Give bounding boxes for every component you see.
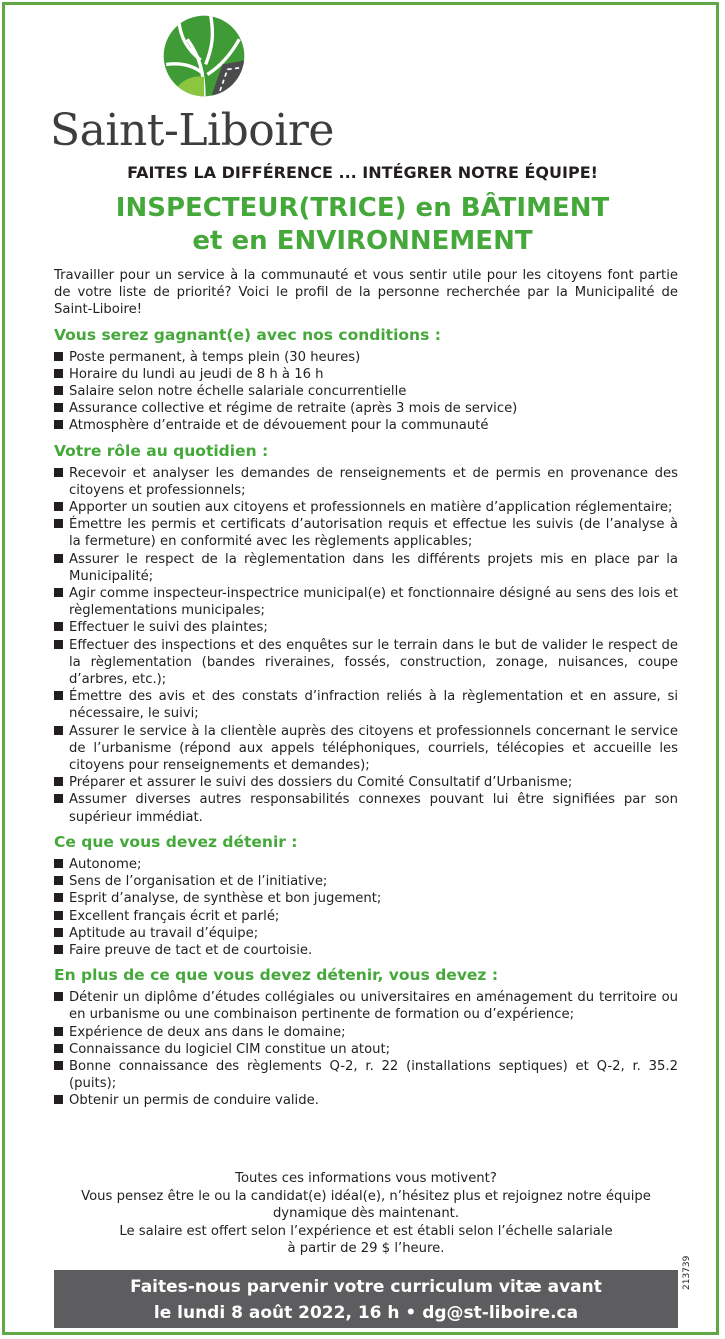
square-bullet-icon [54, 777, 63, 786]
job-title [0, 192, 725, 258]
list-item: Faire preuve de tact et de courtoisie. [54, 942, 678, 959]
square-bullet-icon [54, 945, 63, 954]
square-bullet-icon [54, 640, 63, 649]
square-bullet-icon [54, 691, 63, 700]
intro-paragraph: Travailler pour un service à la communauté et vous sentir utile pour les citoyens font partie de votre liste de priorité? Voici le profil de la personne recherchée par la Municipalité de Saint-Liboire! [54, 268, 678, 318]
list-item: Effectuer le suivi des plaintes; [54, 619, 678, 636]
list-item: Agir comme inspecteur-inspectrice municipal(e) et fonctionnaire désigné au sens des lois et règlementations municipales; [54, 585, 678, 619]
job-title-line-2: et en ENVIRONNEMENT [192, 226, 533, 256]
square-bullet-icon [54, 876, 63, 885]
list-item: Bonne connaissance des règlements Q-2, r. 22 (installations septiques) et Q-2, r. 35.2 (puits); [54, 1058, 678, 1092]
list-item: Horaire du lundi au jeudi de 8 h à 16 h [54, 366, 678, 383]
list-item: Salaire selon notre échelle salariale concurrentielle [54, 383, 678, 400]
closing-line: Le salaire est offert selon l’expérience et est établi selon l’échelle salariale [119, 1223, 613, 1239]
square-bullet-icon [54, 992, 63, 1001]
list-item: Assurer le service à la clientèle auprès des citoyens et professionnels concernant le service de l’urbanisme (répond aux appels téléphoniques, courriels, télécopies et accueille les citoyens pour renseignements et demandes); [54, 723, 678, 775]
application-banner [54, 1270, 678, 1328]
brand-wordmark: Saint-Liboire [50, 105, 334, 156]
square-bullet-icon [54, 554, 63, 563]
square-bullet-icon [54, 794, 63, 803]
list-item: Émettre les permis et certificats d’autorisation requis et effectue les suivis (de l’analyse à la fermeture) en conformité avec les règlements applicables; [54, 516, 678, 550]
plus-list [54, 989, 678, 1109]
square-bullet-icon [54, 911, 63, 920]
role-list [54, 465, 678, 826]
square-bullet-icon [54, 403, 63, 412]
conditions-list [54, 349, 678, 435]
job-title-line-1: INSPECTEUR(TRICE) en BÂTIMENT [115, 193, 610, 223]
requirements-heading: Ce que vous devez détenir : [54, 832, 298, 851]
square-bullet-icon [54, 1044, 63, 1053]
square-bullet-icon [54, 726, 63, 735]
closing-message [54, 1170, 678, 1258]
list-item: Aptitude au travail d’équipe; [54, 925, 678, 942]
list-item: Excellent français écrit et parlé; [54, 908, 678, 925]
square-bullet-icon [54, 1095, 63, 1104]
square-bullet-icon [54, 1027, 63, 1036]
headline: FAITES LA DIFFÉRENCE ... INTÉGRER NOTRE ÉQUIPE! [127, 163, 598, 182]
square-bullet-icon [54, 859, 63, 868]
list-item: Atmosphère d’entraide et de dévouement pour la communauté [54, 417, 678, 434]
square-bullet-icon [54, 1061, 63, 1070]
list-item: Autonome; [54, 856, 678, 873]
banner-line-1: Faites-nous parvenir votre curriculum vitæ avant [130, 1277, 602, 1297]
plus-heading: En plus de ce que vous devez détenir, vous devez : [54, 966, 499, 985]
list-item: Émettre des avis et des constats d’infraction reliés à la règlementation et en assure, si nécessaire, le suivi; [54, 688, 678, 722]
list-item: Poste permanent, à temps plein (30 heures) [54, 349, 678, 366]
list-item: Sens de l’organisation et de l’initiative; [54, 873, 678, 890]
logo [50, 14, 370, 154]
leaf-logo-icon [162, 14, 246, 98]
role-heading: Votre rôle au quotidien : [54, 441, 269, 460]
square-bullet-icon [54, 468, 63, 477]
square-bullet-icon [54, 352, 63, 361]
square-bullet-icon [54, 502, 63, 511]
banner-line-2: le lundi 8 août 2022, 16 h • dg@st-liboire.ca [153, 1303, 579, 1323]
list-item: Esprit d’analyse, de synthèse et bon jugement; [54, 890, 678, 907]
list-item: Effectuer des inspections et des enquêtes sur le terrain dans le but de valider le respect de la règlementation (bandes riveraines, fossés, construction, zonage, nuisances, coupe d’arbres, etc.); [54, 637, 678, 689]
list-item: Assurance collective et régime de retraite (après 3 mois de service) [54, 400, 678, 417]
square-bullet-icon [54, 519, 63, 528]
conditions-heading: Vous serez gagnant(e) avec nos conditions : [54, 325, 441, 344]
square-bullet-icon [54, 928, 63, 937]
list-item: Assumer diverses autres responsabilités connexes pouvant lui être signifiées par son supérieur immédiat. [54, 791, 678, 825]
list-item: Expérience de deux ans dans le domaine; [54, 1024, 678, 1041]
list-item: Préparer et assurer le suivi des dossiers du Comité Consultatif d’Urbanisme; [54, 774, 678, 791]
square-bullet-icon [54, 622, 63, 631]
list-item: Apporter un soutien aux citoyens et professionnels en matière d’application réglementaire; [54, 499, 678, 516]
list-item: Connaissance du logiciel CIM constitue un atout; [54, 1041, 678, 1058]
list-item: Détenir un diplôme d’études collégiales ou universitaires en aménagement du territoire ou en urbanisme ou une combinaison pertinente de formation ou d’expérience; [54, 989, 678, 1023]
list-item: Assurer le respect de la règlementation dans les différents projets mis en place par la Municipalité; [54, 551, 678, 585]
closing-line: Toutes ces informations vous motivent? [235, 1171, 497, 1186]
requirements-list [54, 856, 678, 959]
closing-line: à partir de 29 $ l’heure. [287, 1241, 445, 1256]
square-bullet-icon [54, 369, 63, 378]
closing-line: dynamique dès maintenant. [272, 1206, 460, 1221]
list-item: Recevoir et analyser les demandes de renseignements et de permis en provenance des citoyens et professionnels; [54, 465, 678, 499]
square-bullet-icon [54, 588, 63, 597]
square-bullet-icon [54, 386, 63, 395]
closing-line: Vous pensez être le ou la candidat(e) idéal(e), n’hésitez plus et rejoignez notre équipe [81, 1188, 651, 1204]
square-bullet-icon [54, 893, 63, 902]
job-description [54, 267, 678, 1116]
square-bullet-icon [54, 420, 63, 429]
list-item: Obtenir un permis de conduire valide. [54, 1092, 678, 1109]
ad-code: 213739 [682, 1255, 692, 1290]
